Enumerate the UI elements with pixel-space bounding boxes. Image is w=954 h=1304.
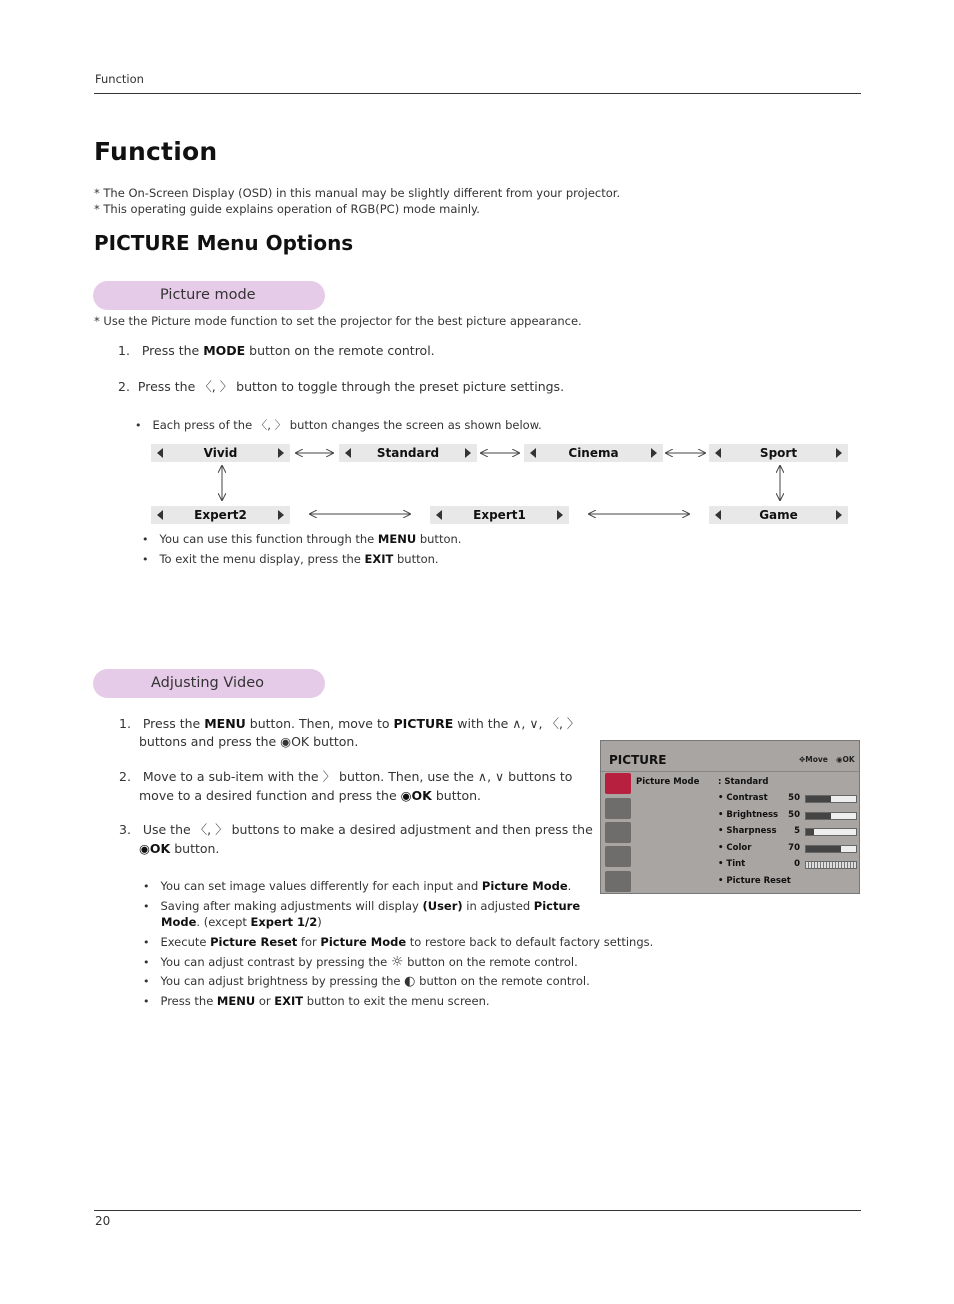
move-cross-icon: ✥ bbox=[799, 755, 806, 764]
av-bullet-input: • You can set image values differently for each input and Picture Mode. bbox=[143, 879, 572, 893]
mode-box-sport: Sport bbox=[709, 444, 848, 462]
section-title: PICTURE Menu Options bbox=[94, 231, 354, 255]
running-header: Function bbox=[95, 72, 144, 86]
av-step-2: 2. Move to a sub-item with the 〉 button. Then, use the ∧, ∨ buttons to bbox=[119, 769, 573, 784]
av-bullet-exit: • Press the MENU or EXIT button to exit the menu screen. bbox=[143, 994, 490, 1008]
note-osd: * The On-Screen Display (OSD) in this manual may be slightly different from your projector. bbox=[94, 186, 621, 200]
osd-item-label[interactable]: • Brightness bbox=[718, 810, 779, 820]
av-bullet-brightness: • You can adjust brightness by pressing the ◐ button on the remote control. bbox=[143, 974, 590, 989]
osd-hint-ok: ◉OK bbox=[836, 755, 855, 764]
picture-mode-heading-label: Picture mode bbox=[160, 287, 256, 303]
osd-screen-icon[interactable] bbox=[605, 822, 631, 843]
av-step-3: 3. Use the 〈, 〉 buttons to make a desired adjustment and then press the bbox=[119, 822, 593, 837]
osd-audio-icon[interactable] bbox=[605, 798, 631, 819]
av-bullet-saving: • Saving after making adjustments will display (User) in adjusted Picture bbox=[143, 899, 581, 913]
pm-step-2: 2. Press the 〈, 〉 button to toggle through the preset picture settings. bbox=[118, 379, 565, 394]
mode-box-vivid: Vivid bbox=[151, 444, 290, 462]
adjusting-video-heading-label: Adjusting Video bbox=[151, 675, 264, 691]
contrast-sun-icon: ☼ bbox=[390, 954, 404, 970]
mode-box-expert1: Expert1 bbox=[430, 506, 569, 524]
osd-item-value: 50 bbox=[788, 810, 800, 820]
av-step-2-line2: move to a desired function and press the ◉OK button. bbox=[139, 788, 482, 803]
pm-sub-bullet: • Each press of the 〈, 〉 button changes the screen as shown below. bbox=[135, 418, 542, 432]
osd-sharpness-bar[interactable] bbox=[805, 828, 857, 836]
av-bullet-saving-line2: Mode. (except Expert 1/2) bbox=[161, 915, 322, 929]
osd-title: PICTURE bbox=[609, 753, 667, 767]
page-title: Function bbox=[94, 137, 218, 166]
mode-flow-arrows bbox=[0, 0, 954, 600]
osd-item-value: 70 bbox=[788, 843, 800, 853]
av-step-1-line2: buttons and press the ◉OK button. bbox=[139, 734, 359, 749]
osd-picture-menu bbox=[600, 740, 860, 894]
osd-divider bbox=[601, 771, 859, 772]
page-number: 20 bbox=[95, 1214, 111, 1228]
osd-info-icon[interactable] bbox=[605, 871, 631, 892]
osd-contrast-bar[interactable] bbox=[805, 795, 857, 803]
osd-picture-reset[interactable]: • Picture Reset bbox=[718, 876, 791, 886]
osd-option-icon[interactable] bbox=[605, 846, 631, 867]
osd-color-bar[interactable] bbox=[805, 845, 857, 853]
picture-mode-intro: * Use the Picture mode function to set the projector for the best picture appearance. bbox=[94, 314, 582, 328]
osd-item-label[interactable]: • Sharpness bbox=[718, 826, 777, 836]
pm-step-1: 1. Press the MODE button on the remote control. bbox=[118, 343, 435, 358]
osd-item-label[interactable]: • Contrast bbox=[718, 793, 768, 803]
av-bullet-reset: • Execute Picture Reset for Picture Mode to restore back to default factory settings. bbox=[143, 935, 654, 949]
av-step-1: 1. Press the MENU button. Then, move to PICTURE with the ∧, ∨, 〈, 〉 bbox=[119, 716, 580, 731]
osd-tint-bar[interactable] bbox=[805, 861, 857, 869]
osd-item-value: 0 bbox=[794, 859, 800, 869]
footer-rule bbox=[94, 1210, 861, 1211]
note-rgb: * This operating guide explains operation of RGB(PC) mode mainly. bbox=[94, 202, 480, 216]
brightness-half-circle-icon: ◐ bbox=[404, 974, 416, 989]
mode-box-expert2: Expert2 bbox=[151, 506, 290, 524]
mode-box-cinema: Cinema bbox=[524, 444, 663, 462]
osd-item-value: 50 bbox=[788, 793, 800, 803]
mode-box-game: Game bbox=[709, 506, 848, 524]
osd-brightness-bar[interactable] bbox=[805, 812, 857, 820]
osd-picture-mode-label: Picture Mode bbox=[636, 777, 700, 787]
ok-circle-icon: ◉ bbox=[836, 755, 843, 764]
osd-hint-move: ✥Move bbox=[799, 755, 828, 764]
osd-item-value: 5 bbox=[794, 826, 800, 836]
osd-picture-mode-value: : Standard bbox=[718, 777, 769, 787]
av-step-3-line2: ◉OK button. bbox=[139, 841, 220, 856]
av-bullet-contrast: • You can adjust contrast by pressing the ☼ button on the remote control. bbox=[143, 954, 578, 970]
mode-box-standard: Standard bbox=[339, 444, 477, 462]
osd-picture-icon[interactable] bbox=[605, 773, 631, 794]
osd-item-label[interactable]: • Color bbox=[718, 843, 752, 853]
adjusting-video-heading bbox=[93, 669, 325, 698]
pm-bullet-menu: • You can use this function through the MENU button. bbox=[142, 532, 462, 546]
osd-item-label[interactable]: • Tint bbox=[718, 859, 746, 869]
pm-bullet-exit: • To exit the menu display, press the EXIT button. bbox=[142, 552, 439, 566]
